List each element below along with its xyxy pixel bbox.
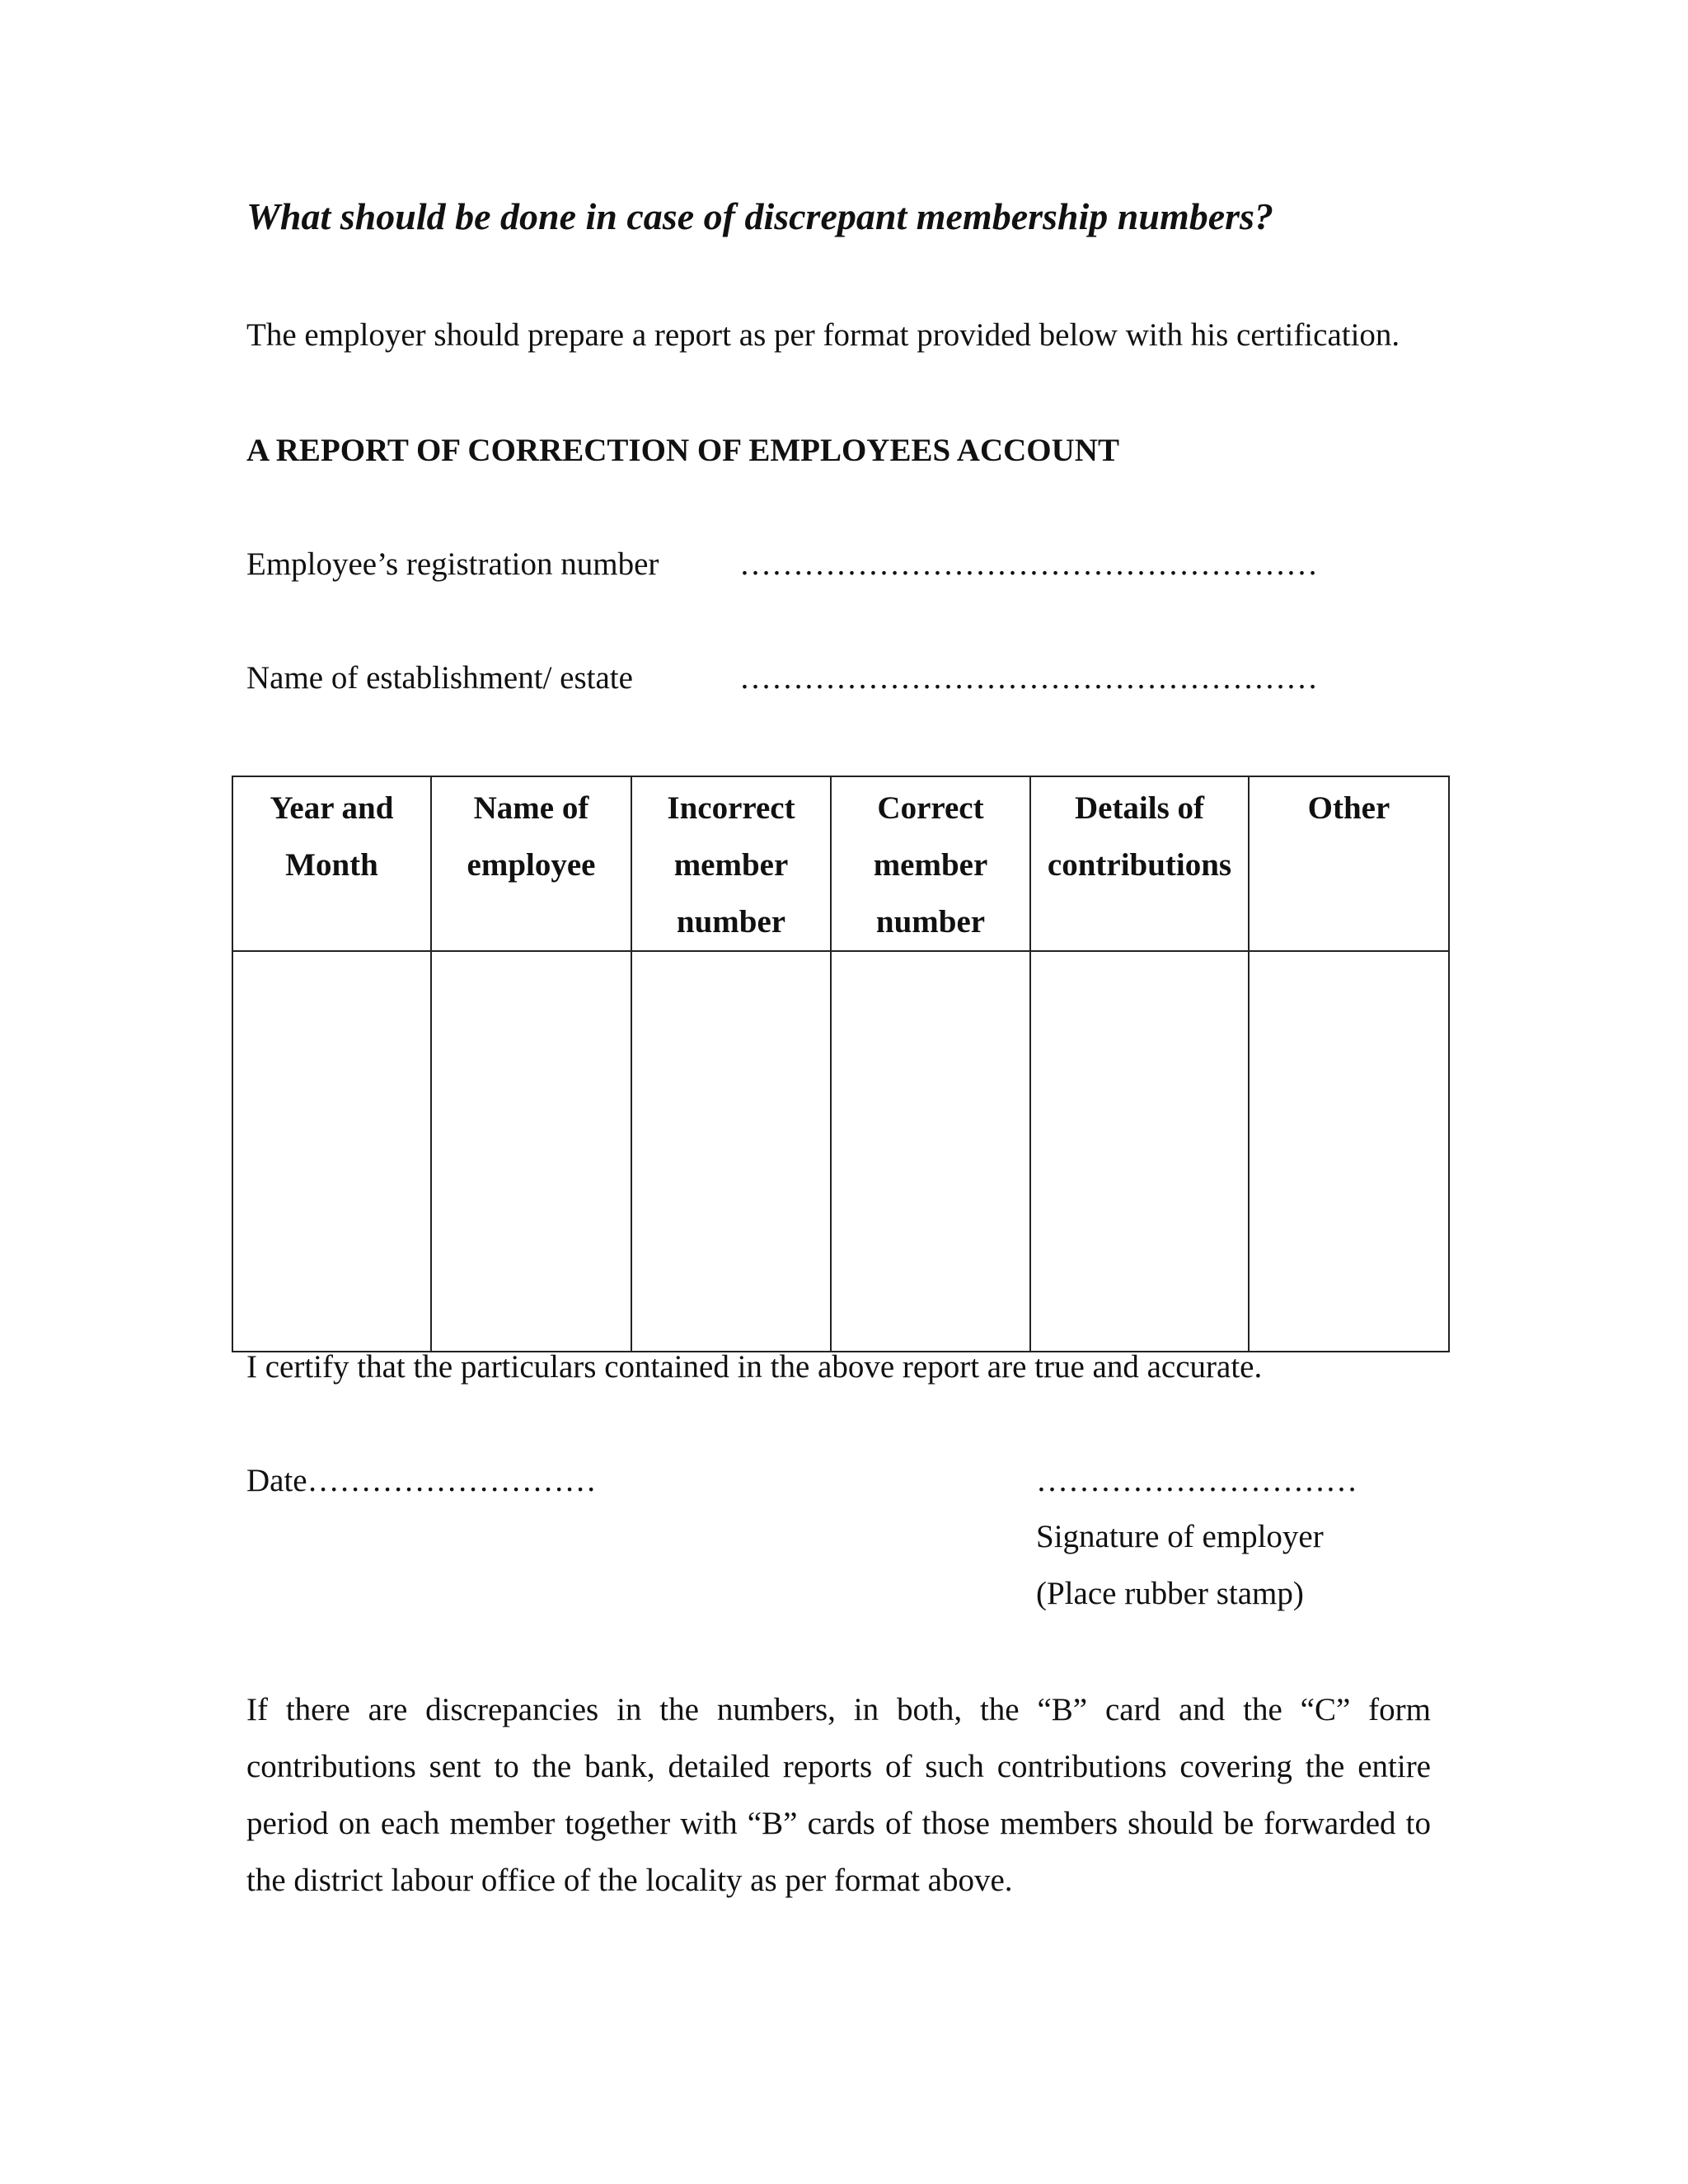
header-line: Name of	[473, 790, 589, 826]
header-employee-name	[431, 776, 631, 951]
header-line: number	[676, 904, 786, 940]
table-cell-contribution-details	[1030, 951, 1249, 1352]
correction-report-table	[232, 776, 1450, 1352]
header-other	[1249, 776, 1449, 951]
certification-statement: I certify that the particulars contained in the above report are true and accurate.	[246, 1349, 1263, 1385]
header-contribution-details	[1030, 776, 1249, 951]
header-year-month	[232, 776, 431, 951]
header-line: Other	[1307, 790, 1390, 826]
header-line: number	[875, 904, 986, 940]
signature-label: Signature of employer	[1036, 1519, 1324, 1554]
intro-paragraph: The employer should prepare a report as per format provided below with his certification.	[246, 317, 1400, 353]
table-cell-employee-name	[431, 951, 631, 1352]
header-line: Year and	[270, 790, 394, 826]
header-incorrect-member-number	[631, 776, 831, 951]
header-line: Incorrect	[667, 790, 795, 826]
report-title: A REPORT OF CORRECTION OF EMPLOYEES ACCOUNT	[246, 433, 1119, 468]
table-header-row	[232, 776, 1449, 951]
registration-number-label: Employee’s registration number	[246, 546, 659, 582]
closing-paragraph: If there are discrepancies in the numbers, in both, the “B” card and the “C” form contributions sent to the bank, detailed reports of such contributions covering the entire period on each member together with “B” cards of those members should be forwarded to the district labour office of the locality as per format above.	[246, 1692, 1431, 1898]
date-field: Date………………………	[246, 1463, 597, 1498]
header-correct-member-number	[831, 776, 1030, 951]
header-line: employee	[467, 847, 596, 883]
header-line: Month	[285, 847, 378, 883]
header-line: contributions	[1047, 847, 1232, 883]
table-cell-other	[1249, 951, 1449, 1352]
header-line: Correct	[877, 790, 984, 826]
header-line: member	[873, 847, 988, 883]
header-line: member	[673, 847, 789, 883]
page-heading: What should be done in case of discrepant membership numbers?	[246, 195, 1273, 237]
table-cell-year-month	[232, 951, 431, 1352]
establishment-name-label: Name of establishment/ estate	[246, 660, 633, 696]
header-line: Details of	[1074, 790, 1205, 826]
table-cell-incorrect-number	[631, 951, 831, 1352]
establishment-name-blank: ………………………………………………	[739, 660, 1318, 696]
rubber-stamp-label: (Place rubber stamp)	[1036, 1576, 1304, 1611]
registration-number-blank: ………………………………………………	[739, 546, 1318, 582]
table-cell-correct-number	[831, 951, 1030, 1352]
signature-line: …………………………	[1036, 1463, 1357, 1498]
table-row	[232, 951, 1449, 1352]
